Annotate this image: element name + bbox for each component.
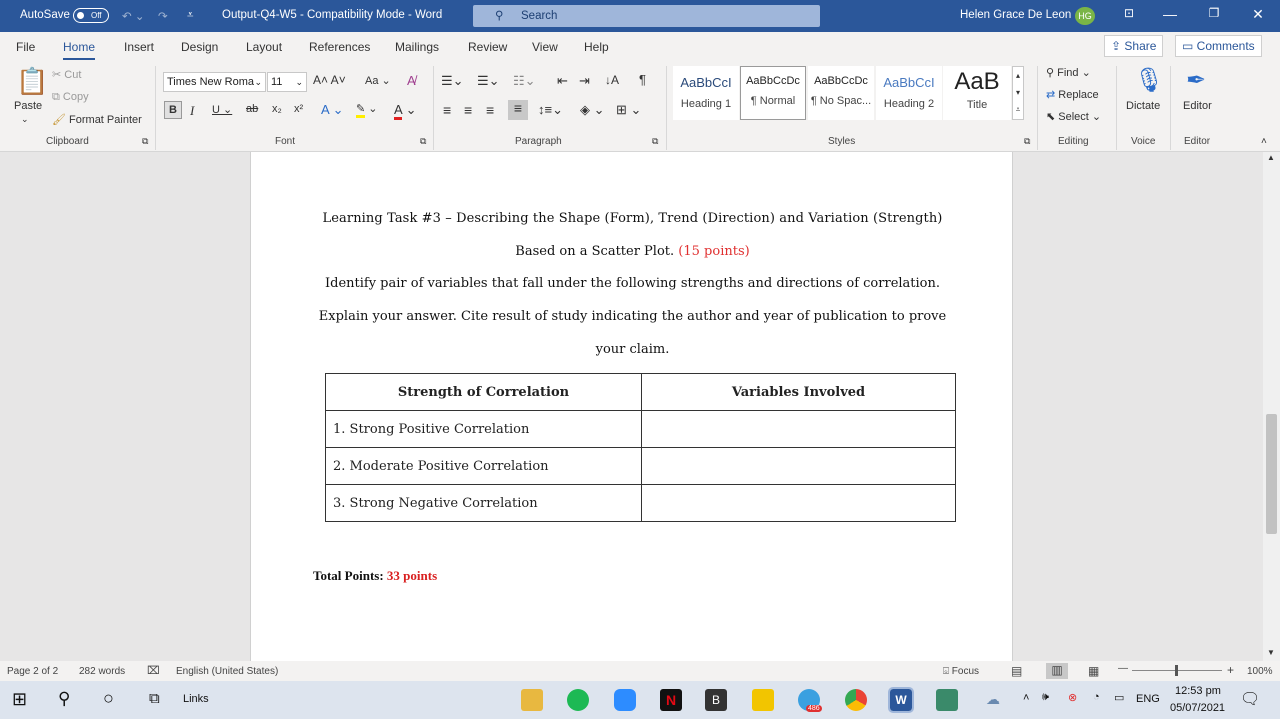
- table-cell[interactable]: [642, 448, 956, 485]
- tab-design[interactable]: Design: [181, 40, 219, 54]
- proofing-icon[interactable]: ⌧: [147, 665, 160, 677]
- wifi-icon[interactable]: ◔: [1093, 691, 1100, 703]
- weather-icon[interactable]: ☁: [986, 691, 1000, 707]
- tab-review[interactable]: Review: [468, 40, 508, 54]
- table-cell[interactable]: 2. Moderate Positive Correlation: [326, 448, 642, 485]
- style-normal[interactable]: AaBbCcDc ¶ Normal: [740, 66, 806, 120]
- scroll-down-icon[interactable]: ▼: [1267, 648, 1275, 657]
- file-explorer-icon[interactable]: [521, 689, 543, 711]
- cursor-icon: ⬉: [1046, 111, 1059, 123]
- avatar[interactable]: HG: [1075, 7, 1095, 25]
- editing-group-label: Editing: [1058, 136, 1089, 147]
- search-icon[interactable]: ⚲: [58, 689, 71, 708]
- instruction-line3: your claim.: [595, 342, 670, 357]
- document-page[interactable]: [250, 152, 1013, 661]
- bold-button[interactable]: B: [164, 101, 182, 119]
- status-bar: [0, 661, 1280, 681]
- instruction-line1: Identify pair of variables that fall under the following strengths and directions of correlation.: [324, 276, 941, 291]
- table-cell[interactable]: 3. Strong Negative Correlation: [326, 485, 642, 522]
- style-title[interactable]: AaB Title: [943, 66, 1011, 120]
- task-heading-line2: Based on a Scatter Plot. (15 points): [515, 244, 750, 259]
- paste-dropdown-icon[interactable]: ⌄: [21, 114, 29, 124]
- comment-icon: ▭: [1182, 39, 1197, 53]
- tab-view[interactable]: View: [532, 40, 558, 54]
- text-effects-icon[interactable]: A ⌄: [321, 102, 344, 117]
- notification-badge: 486: [808, 705, 820, 712]
- close-icon[interactable]: ✕: [1252, 6, 1264, 22]
- grow-shrink-font-icon[interactable]: A˄ A˅: [313, 73, 346, 87]
- search-placeholder: Search: [521, 10, 558, 22]
- shading-icon[interactable]: ◈ ⌄: [580, 102, 605, 117]
- vertical-scrollbar[interactable]: [1263, 152, 1280, 661]
- redo-icon[interactable]: ↷: [158, 11, 168, 23]
- correlation-table: [325, 373, 956, 522]
- table-header-row: [326, 374, 956, 411]
- underline-button[interactable]: U ⌄: [212, 104, 233, 116]
- sort-icon[interactable]: ↓A: [605, 73, 620, 87]
- title-bar: [0, 0, 1280, 32]
- autosave-label: AutoSave: [20, 9, 70, 21]
- clear-formatting-icon[interactable]: A̸: [407, 73, 416, 88]
- chrome-icon[interactable]: [845, 689, 867, 711]
- netflix-icon[interactable]: N: [660, 689, 682, 711]
- microphone-icon[interactable]: 🎙: [1134, 67, 1165, 94]
- total-points: Total Points: 33 points: [313, 568, 438, 583]
- task-view-icon[interactable]: ⧉: [149, 690, 160, 707]
- table-cell[interactable]: [642, 411, 956, 448]
- scrollbar-thumb[interactable]: [1266, 414, 1277, 534]
- paragraph-group-label: Paragraph: [515, 136, 562, 147]
- tab-file[interactable]: File: [16, 40, 36, 54]
- align-left-icon[interactable]: ≡: [443, 102, 452, 118]
- app-icon[interactable]: B: [705, 689, 727, 711]
- format-painter-button[interactable]: 🖌 Format Painter: [52, 114, 142, 126]
- tab-help[interactable]: Help: [584, 40, 609, 54]
- word-count[interactable]: 282 words: [79, 666, 126, 677]
- font-launcher-icon[interactable]: ⧉: [420, 136, 427, 146]
- autosave-toggle[interactable]: Off: [73, 8, 109, 23]
- share-icon: ⇪: [1111, 39, 1125, 53]
- copy-button[interactable]: ⧉ Copy: [52, 91, 89, 103]
- tab-insert[interactable]: Insert: [124, 40, 155, 54]
- table-row: [326, 448, 956, 485]
- page-count[interactable]: Page 2 of 2: [7, 666, 59, 677]
- zoom-level[interactable]: 100%: [1247, 666, 1273, 677]
- task-heading-line1: Learning Task #3 – Describing the Shape (Form), Trend (Direction) and Variation (Strength): [322, 211, 943, 226]
- editor-button[interactable]: Editor: [1183, 100, 1212, 112]
- superscript-button[interactable]: x²: [294, 103, 304, 115]
- subscript-button[interactable]: x₂: [272, 103, 282, 115]
- borders-icon[interactable]: ⊞ ⌄: [616, 102, 642, 117]
- share-button[interactable]: ⇪ Share: [1104, 35, 1163, 57]
- zoom-in-icon[interactable]: +: [1227, 663, 1235, 677]
- read-mode-icon[interactable]: ▤: [1011, 664, 1023, 678]
- table-header-variables: Variables Involved: [642, 374, 956, 411]
- styles-scroll[interactable]: ▴ ▾ ⩡: [1012, 66, 1024, 120]
- strikethrough-button[interactable]: ab: [246, 103, 259, 115]
- restore-icon[interactable]: ❐: [1208, 6, 1220, 20]
- input-language[interactable]: ENG: [1136, 693, 1160, 705]
- editor-pen-icon[interactable]: ✒: [1186, 67, 1207, 94]
- table-cell[interactable]: 1. Strong Positive Correlation: [326, 411, 642, 448]
- zoom-app-icon[interactable]: [614, 689, 636, 711]
- editor-group-label: Editor: [1184, 136, 1211, 147]
- replace-button[interactable]: ⇄ Replace: [1046, 89, 1099, 101]
- windows-start-icon[interactable]: ⊞: [12, 689, 28, 709]
- clipboard-launcher-icon[interactable]: ⧉: [142, 136, 149, 146]
- styles-launcher-icon[interactable]: ⧉: [1024, 136, 1031, 146]
- web-layout-icon[interactable]: ▦: [1088, 664, 1100, 678]
- taskbar: [0, 681, 1280, 719]
- ribbon: [0, 60, 1280, 152]
- cut-button[interactable]: ✂ Cut: [52, 69, 82, 81]
- photos-icon[interactable]: [936, 689, 958, 711]
- battery-icon[interactable]: ▭: [1114, 692, 1125, 704]
- chevron-down-icon: ⌄: [254, 77, 262, 87]
- bullets-icon[interactable]: ☰⌄: [441, 73, 464, 88]
- chevron-down-icon: ⌄: [295, 77, 303, 87]
- language[interactable]: English (United States): [176, 666, 279, 677]
- print-layout-icon[interactable]: ▥: [1046, 663, 1068, 679]
- tab-mailings[interactable]: Mailings: [395, 40, 440, 54]
- search-icon: ⚲: [1046, 67, 1058, 79]
- focus-button[interactable]: ⌺ Focus: [943, 666, 980, 677]
- table-row: [326, 485, 956, 522]
- scissors-icon: ✂: [52, 69, 65, 81]
- pilcrow-icon[interactable]: ¶: [639, 72, 646, 87]
- highlight-icon[interactable]: ✎ ⌄: [356, 102, 378, 115]
- tab-layout[interactable]: Layout: [246, 40, 283, 54]
- tray-chevron-icon[interactable]: ˄: [1023, 692, 1030, 704]
- notifications-icon[interactable]: 🗨: [1240, 691, 1261, 708]
- clock-time[interactable]: 12:53 pm: [1175, 685, 1221, 697]
- tab-references[interactable]: References: [309, 40, 371, 54]
- table-row: [326, 411, 956, 448]
- italic-button[interactable]: I: [190, 103, 195, 118]
- line-spacing-icon[interactable]: ↕≡⌄: [538, 102, 563, 117]
- cortana-icon[interactable]: ○: [103, 688, 114, 708]
- volume-icon[interactable]: 🕪: [1042, 691, 1049, 703]
- copy-icon: ⧉: [52, 91, 63, 103]
- align-right-icon[interactable]: ≡: [486, 102, 495, 118]
- instruction-line2: Explain your answer. Cite result of study indicating the author and year of publication to prove: [318, 309, 947, 324]
- paste-button[interactable]: Paste: [14, 100, 43, 112]
- clock-date[interactable]: 05/07/2021: [1170, 702, 1226, 714]
- word-taskbar-icon[interactable]: W: [890, 689, 912, 711]
- comments-button[interactable]: ▭ Comments: [1175, 35, 1262, 57]
- paragraph-launcher-icon[interactable]: ⧉: [652, 136, 659, 146]
- document-title: Output-Q4-W5 - Compatibility Mode - Word: [222, 9, 443, 21]
- user-name[interactable]: Helen Grace De Leon: [960, 9, 1072, 21]
- search-box[interactable]: [473, 5, 820, 27]
- clipboard-group-label: Clipboard: [46, 136, 89, 147]
- style-heading-1[interactable]: AaBbCcI Heading 1: [673, 66, 739, 120]
- scroll-up-icon[interactable]: ▲: [1267, 153, 1275, 162]
- font-group-label: Font: [275, 136, 296, 147]
- table-header-strength: Strength of Correlation: [326, 374, 642, 411]
- change-case-icon[interactable]: Aa ⌄: [365, 75, 391, 87]
- zoom-slider-thumb[interactable]: [1175, 665, 1178, 676]
- brush-icon: 🖌: [52, 114, 70, 126]
- paste-icon[interactable]: 📋: [16, 66, 49, 96]
- select-button[interactable]: ⬉ Select ⌄: [1046, 111, 1102, 123]
- total-points-value: 33 points: [386, 568, 438, 583]
- style-no-spacing[interactable]: AaBbCcDc ¶ No Spac...: [808, 66, 874, 120]
- voice-group-label: Voice: [1131, 136, 1156, 147]
- increase-indent-icon[interactable]: ⇥: [579, 73, 590, 88]
- network-warning-icon[interactable]: ⊗: [1068, 692, 1078, 704]
- links-toolbar[interactable]: Links: [183, 693, 209, 705]
- font-size-select[interactable]: 11 ⌄: [267, 72, 307, 92]
- multilevel-list-icon[interactable]: ☷⌄: [513, 73, 536, 88]
- ribbon-display-options-icon[interactable]: ⊡: [1123, 6, 1135, 20]
- font-color-icon[interactable]: A ⌄: [394, 102, 416, 118]
- font-name-select[interactable]: Times New Roma ⌄: [163, 72, 266, 92]
- zoom-out-icon[interactable]: —: [1118, 663, 1128, 674]
- collapse-ribbon-icon[interactable]: ˄: [1261, 136, 1267, 147]
- decrease-indent-icon[interactable]: ⇤: [557, 73, 568, 88]
- find-button[interactable]: ⚲ Find ⌄: [1046, 67, 1091, 79]
- undo-icon[interactable]: ↶ ⌄: [122, 11, 145, 23]
- align-center-icon[interactable]: ≡: [464, 102, 473, 118]
- zoom-slider[interactable]: [1132, 670, 1222, 671]
- heading-points: (15 points): [678, 244, 750, 259]
- numbering-icon[interactable]: ☰⌄: [477, 73, 500, 88]
- replace-icon: ⇄: [1046, 89, 1059, 101]
- spotify-icon[interactable]: [567, 689, 589, 711]
- focus-icon: ⌺: [943, 666, 952, 677]
- ribbon-tabs: [0, 32, 1280, 60]
- minimize-icon[interactable]: —: [1163, 6, 1177, 22]
- sticky-notes-icon[interactable]: [752, 689, 774, 711]
- search-icon: ⚲: [495, 10, 504, 22]
- quick-access-dropdown-icon[interactable]: ⩡: [187, 9, 194, 21]
- style-heading-2[interactable]: AaBbCcI Heading 2: [876, 66, 942, 120]
- justify-icon[interactable]: ≡: [508, 100, 528, 120]
- dictate-button[interactable]: Dictate: [1126, 100, 1161, 112]
- table-cell[interactable]: [642, 485, 956, 522]
- styles-group-label: Styles: [828, 136, 856, 147]
- tab-home[interactable]: Home: [63, 40, 96, 54]
